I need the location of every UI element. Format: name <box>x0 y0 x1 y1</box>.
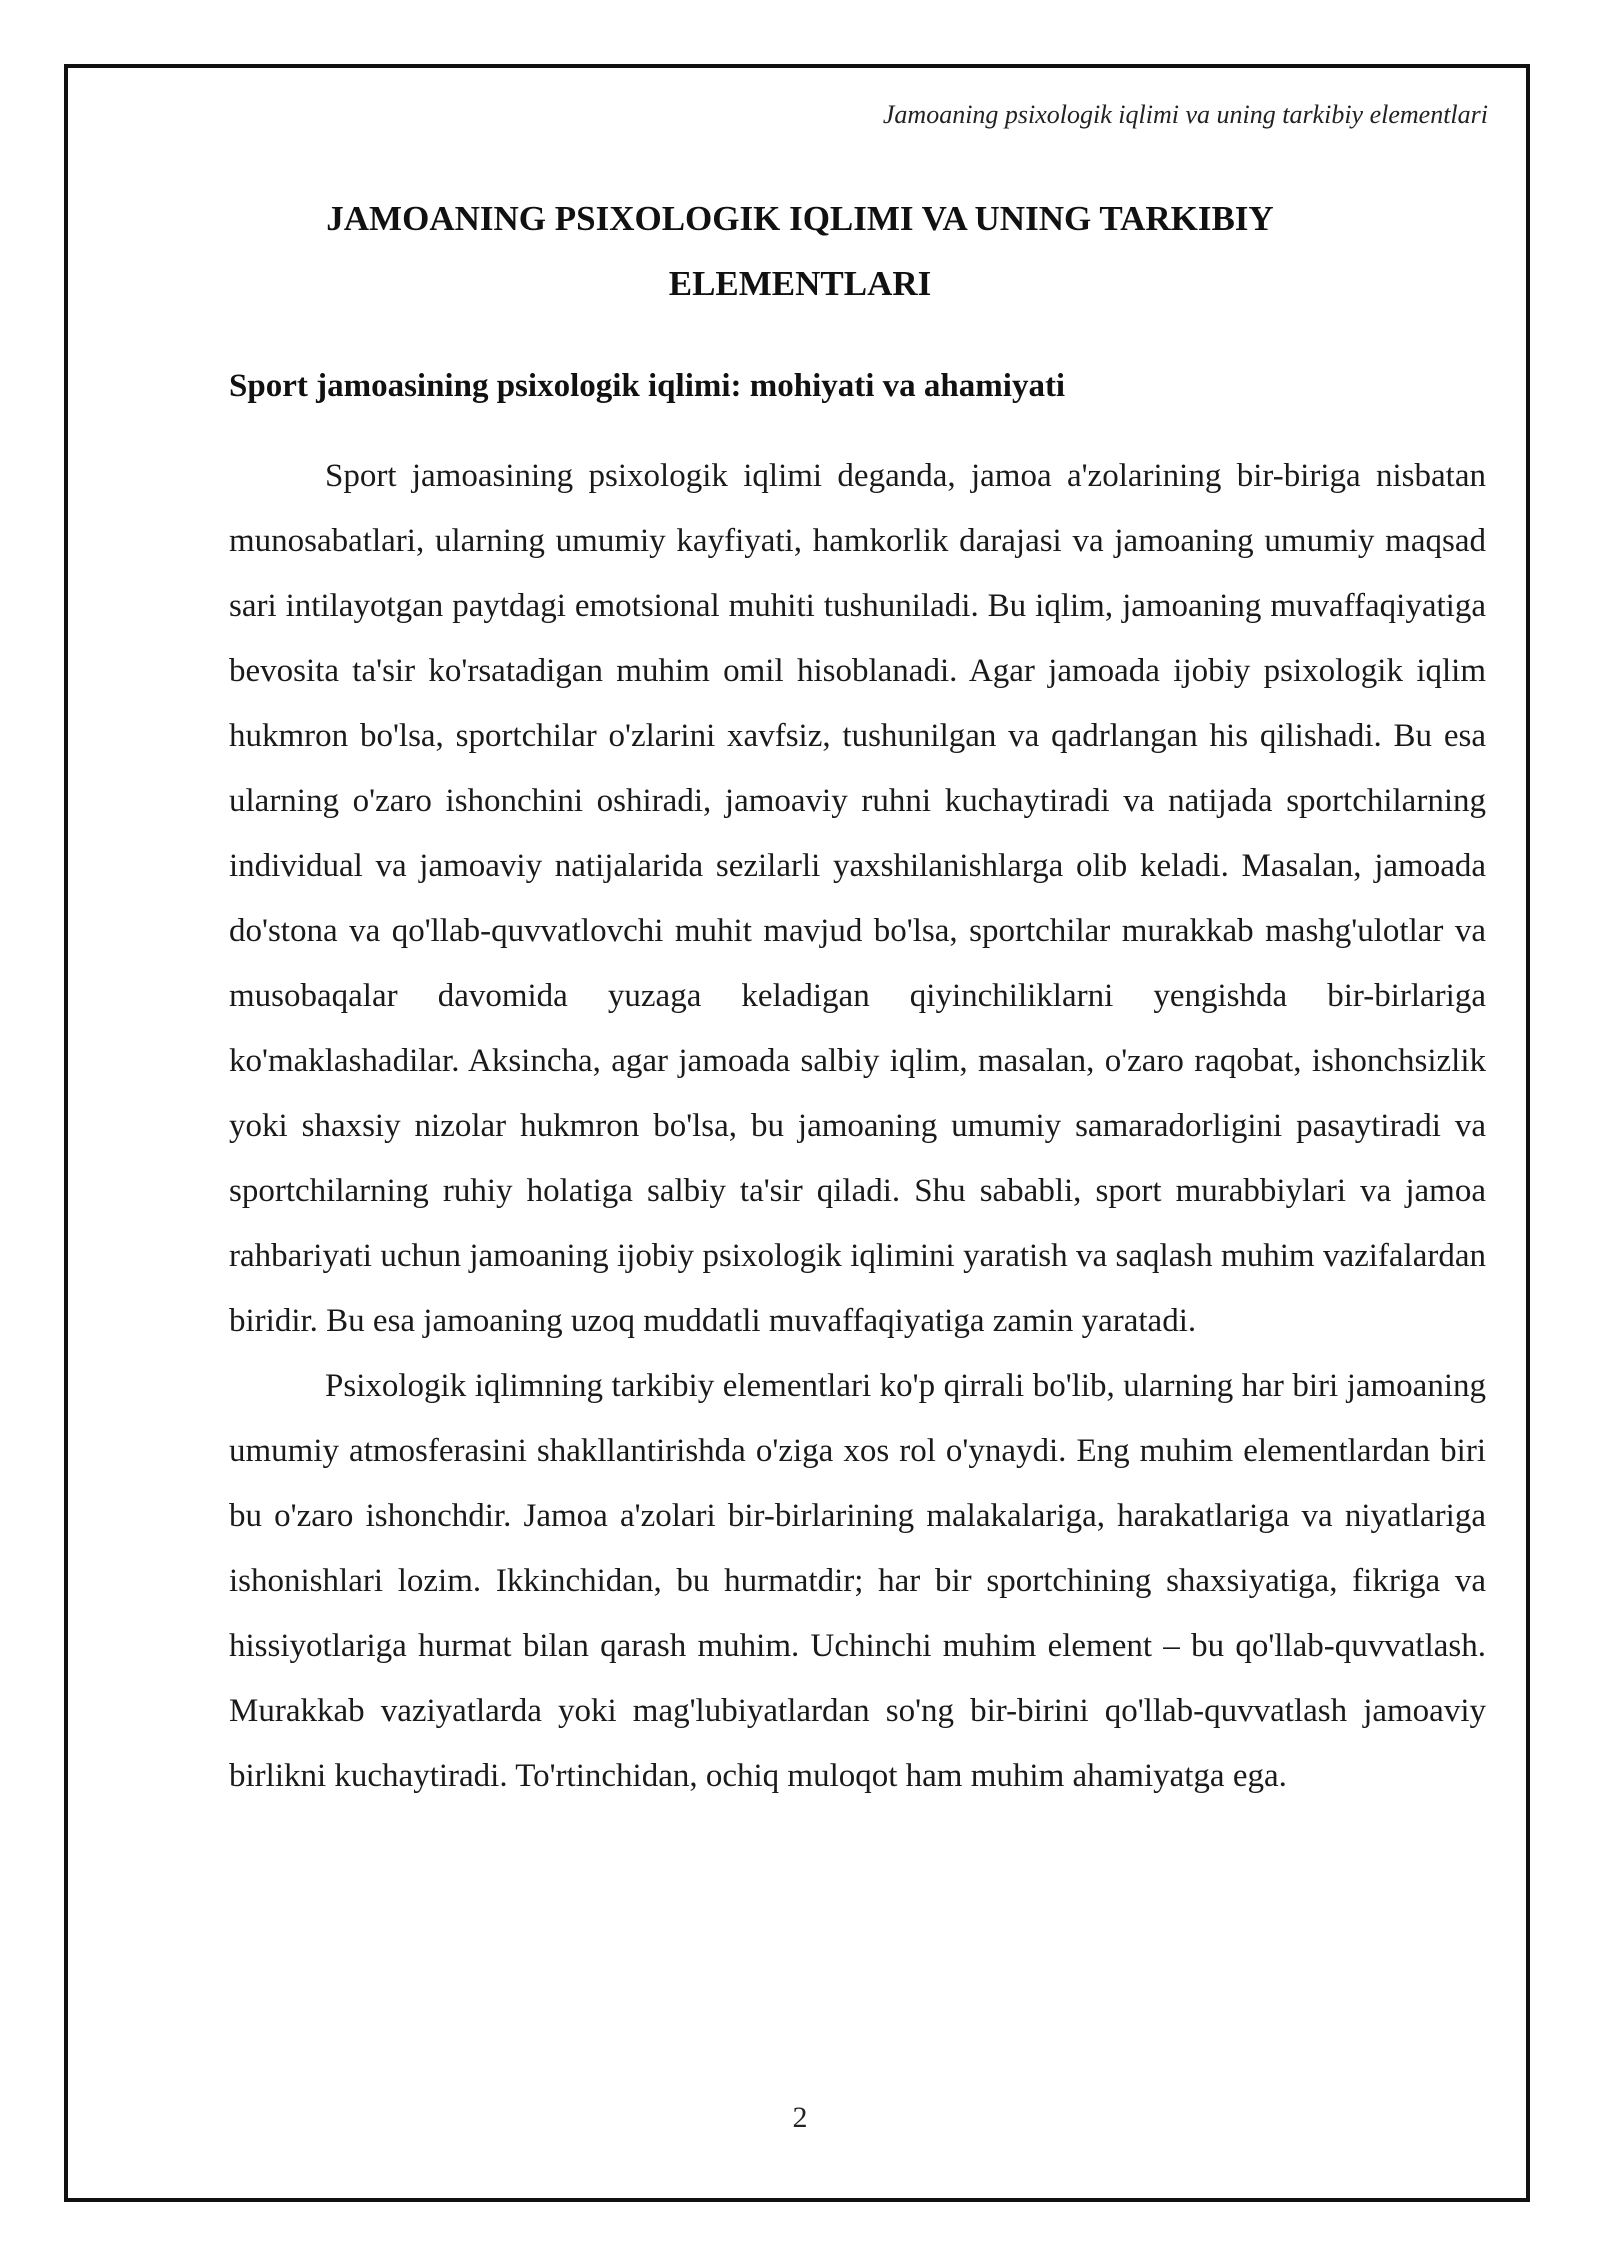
running-header: Jamoaning psixologik iqlimi va uning tarkibiy elementlari <box>882 100 1488 129</box>
paragraph-2: Psixologik iqlimning tarkibiy elementlari ko'p qirrali bo'lib, ularning har biri jamoaning umumiy atmosferasini shakllantirishda o'ziga xos rol o'ynaydi. Eng muhim elementlardan biri bu o'zaro ishonchdir. Jamoa a'zolari bir-birlarining malakalariga, harakatlariga va niyatlariga ishonishlari lozim. Ikkinchidan, bu hurmatdir; har bir sportchining shaxsiyatiga, fikriga va hissiyotlariga hurmat bilan qarash muhim. Uchinchi muhim element – bu qo'llab-quvvatlash. Murakkab vaziyatlarda yoki mag'lubiyatlardan so'ng bir-birini qo'llab-quvvatlash jamoaviy birlikni kuchaytiradi. To'rtinchidan, ochiq muloqot ham muhim ahamiyatga ega. <box>229 1368 1486 1794</box>
document-title: JAMOANING PSIXOLOGIK IQLIMI VA UNING TARKIBIY ELEMENTLARI <box>326 199 1274 303</box>
page-number: 2 <box>792 2101 808 2134</box>
section-heading: Sport jamoasining psixologik iqlimi: mohiyati va ahamiyati <box>229 368 1066 404</box>
body-text <box>229 444 1486 1809</box>
paragraph-1: Sport jamoasining psixologik iqlimi deganda, jamoa a'zolarining bir-biriga nisbatan munosabatlari, ularning umumiy kayfiyati, hamkorlik darajasi va jamoaning umumiy maqsad sari intilayotgan paytdagi emotsional muhiti tushuniladi. Bu iqlim, jamoaning muvaffaqiyatiga bevosita ta'sir ko'rsatadigan muhim omil hisoblanadi. Agar jamoada ijobiy psixologik iqlim hukmron bo'lsa, sportchilar o'zlarini xavfsiz, tushunilgan va qadrlangan his qilishadi. Bu esa ularning o'zaro ishonchini oshiradi, jamoaviy ruhni kuchaytiradi va natijada sportchilarning individual va jamoaviy natijalarida sezilarli yaxshilanishlarga olib keladi. Masalan, jamoada do'stona va qo'llab-quvvatlovchi muhit mavjud bo'lsa, sportchilar murakkab mashg'ulotlar va musobaqalar davomida yuzaga keladigan qiyinchiliklarni yengishda bir-birlariga ko'maklashadilar. Aksincha, agar jamoada salbiy iqlim, masalan, o'zaro raqobat, ishonchsizlik yoki shaxsiy nizolar hukmron bo'lsa, bu jamoaning umumiy samaradorligini pasaytiradi va sportchilarning ruhiy holatiga salbiy ta'sir qiladi. Shu sababli, sport murabbiylari va jamoa rahbariyati uchun jamoaning ijobiy psixologik iqlimini yaratish va saqlash muhim vazifalardan biridir. Bu esa jamoaning uzoq muddatli muvaffaqiyatiga zamin yaratadi. <box>229 458 1486 1339</box>
